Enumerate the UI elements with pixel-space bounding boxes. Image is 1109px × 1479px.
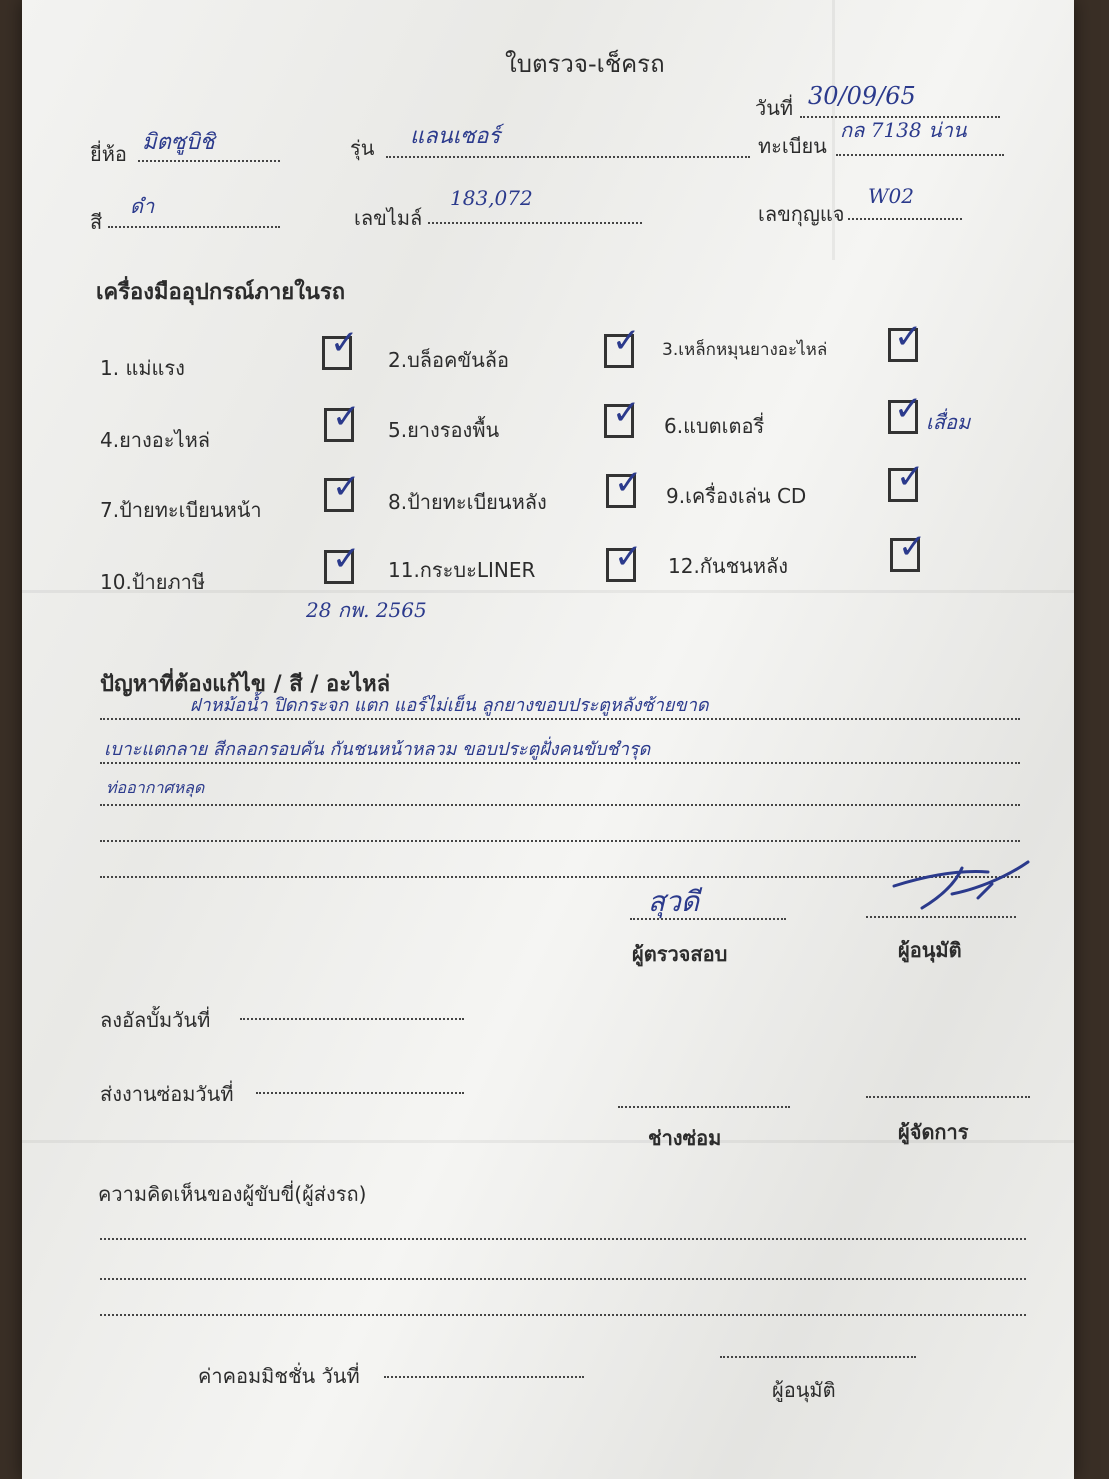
equipment-item-5-label: 5.ยางรองพื้น xyxy=(388,418,500,442)
plate-label: ทะเบียน xyxy=(758,134,827,158)
problem-text-1: ฝาหม้อน้ำ ปิดกระจก แตก แอร์ไม่เย็น ลูกยางขอบประตูหลังซ้ายขาด xyxy=(190,695,709,716)
repair-date-line xyxy=(256,1092,464,1094)
mileage-label: เลขไมล์ xyxy=(354,206,423,230)
equipment-item-3-label: 3.เหล็กหมุนยางอะไหล่ xyxy=(662,340,828,360)
check-mark-icon: ✓ xyxy=(612,393,641,433)
comment-line-1 xyxy=(100,1238,1026,1240)
repair-date-label: ส่งงานซ่อมวันที่ xyxy=(100,1082,234,1106)
plate-value: กล 7138 น่าน xyxy=(840,118,967,142)
commission-date-line xyxy=(384,1376,584,1378)
approver-label: ผู้อนุมัติ xyxy=(898,938,962,962)
check-mark-icon: ✓ xyxy=(612,321,641,361)
check-mark-icon: ✓ xyxy=(330,323,359,363)
album-date-line xyxy=(240,1018,464,1020)
equipment-item-4-label: 4.ยางอะไหล่ xyxy=(100,428,211,452)
equipment-item-8-label: 8.ป้ายทะเบียนหลัง xyxy=(388,490,547,514)
brand-value: มิตซูบิชิ xyxy=(142,130,215,155)
color-line xyxy=(108,226,280,228)
approver2-label: ผู้อนุมัติ xyxy=(772,1378,836,1402)
color-label: สี xyxy=(90,210,103,234)
problems-heading: ปัญหาที่ต้องแก้ไข / สี / อะไหล่ xyxy=(100,672,391,697)
problem-line-5 xyxy=(100,876,1020,878)
mileage-line xyxy=(428,222,642,224)
equipment-item-12-label: 12.กันชนหลัง xyxy=(668,554,789,578)
brand-line xyxy=(138,160,280,162)
comment-line-2 xyxy=(100,1278,1026,1280)
check-mark-icon: ✓ xyxy=(896,457,925,497)
brand-label: ยี่ห้อ xyxy=(90,142,127,166)
problem-text-2: เบาะแตกลาย สีกลอกรอบคัน กันชนหน้าหลวม ขอบประตูฝั่งคนขับชำรุด xyxy=(104,739,651,760)
key-label: เลขกุญแจ xyxy=(758,202,845,226)
model-value: แลนเซอร์ xyxy=(410,124,501,149)
equipment-item-10-label: 10.ป้ายภาษี xyxy=(100,570,206,594)
equipment-item-7-label: 7.ป้ายทะเบียนหน้า xyxy=(100,498,262,522)
inspector-signature: สุวดี xyxy=(648,885,699,918)
date-label: วันที่ xyxy=(755,96,794,120)
check-mark-icon: ✓ xyxy=(332,397,361,437)
commission-date-label: ค่าคอมมิชชั่น วันที่ xyxy=(198,1364,360,1388)
equipment-item-11-label: 11.กระบะLINER xyxy=(388,558,536,582)
check-mark-icon: ✓ xyxy=(614,463,643,503)
manager-label: ผู้จัดการ xyxy=(898,1120,969,1144)
equipment-item-1-label: 1. แม่แรง xyxy=(100,356,185,380)
approver2-sign-line xyxy=(720,1356,916,1358)
form-title: ใบตรวจ-เช็ครถ xyxy=(505,50,665,78)
approver-signature-mark xyxy=(892,858,1032,918)
check-mark-icon: ✓ xyxy=(894,317,923,357)
equipment-heading: เครื่องมืออุปกรณ์ภายในรถ xyxy=(96,280,346,305)
problem-line-3 xyxy=(100,804,1020,806)
mileage-value: 183,072 xyxy=(450,186,533,210)
equipment-item-9-label: 9.เครื่องเล่น CD xyxy=(666,484,807,508)
date-value: 30/09/65 xyxy=(808,82,916,110)
manager-sign-line xyxy=(866,1096,1030,1098)
model-line xyxy=(386,156,750,158)
model-label: รุ่น xyxy=(350,136,375,160)
color-value: ดำ xyxy=(130,194,155,218)
driver-comment-label: ความคิดเห็นของผู้ขับขี่(ผู้ส่งรถ) xyxy=(98,1182,367,1206)
check-mark-icon: ✓ xyxy=(614,537,643,577)
album-date-label: ลงอัลบั้มวันที่ xyxy=(100,1008,211,1032)
comment-line-3 xyxy=(100,1314,1026,1316)
problem-line-4 xyxy=(100,840,1020,842)
check-mark-icon: ✓ xyxy=(898,527,927,567)
mechanic-sign-line xyxy=(618,1106,790,1108)
check-mark-icon: ✓ xyxy=(332,467,361,507)
equipment-item-6-note: เสื่อม xyxy=(926,410,971,434)
mechanic-label: ช่างซ่อม xyxy=(648,1126,722,1150)
key-line xyxy=(848,218,962,220)
key-value: W02 xyxy=(868,184,915,208)
equipment-item-6-label: 6.แบตเตอรี่ xyxy=(664,414,765,438)
plate-line xyxy=(836,154,1004,156)
check-mark-icon: ✓ xyxy=(894,389,923,429)
equipment-item-10-note: 28 กพ. 2565 xyxy=(306,598,427,622)
problem-text-3: ท่ออากาศหลุด xyxy=(106,778,205,797)
inspector-label: ผู้ตรวจสอบ xyxy=(632,942,728,966)
check-mark-icon: ✓ xyxy=(332,539,361,579)
equipment-item-2-label: 2.บล็อคขันล้อ xyxy=(388,348,510,372)
